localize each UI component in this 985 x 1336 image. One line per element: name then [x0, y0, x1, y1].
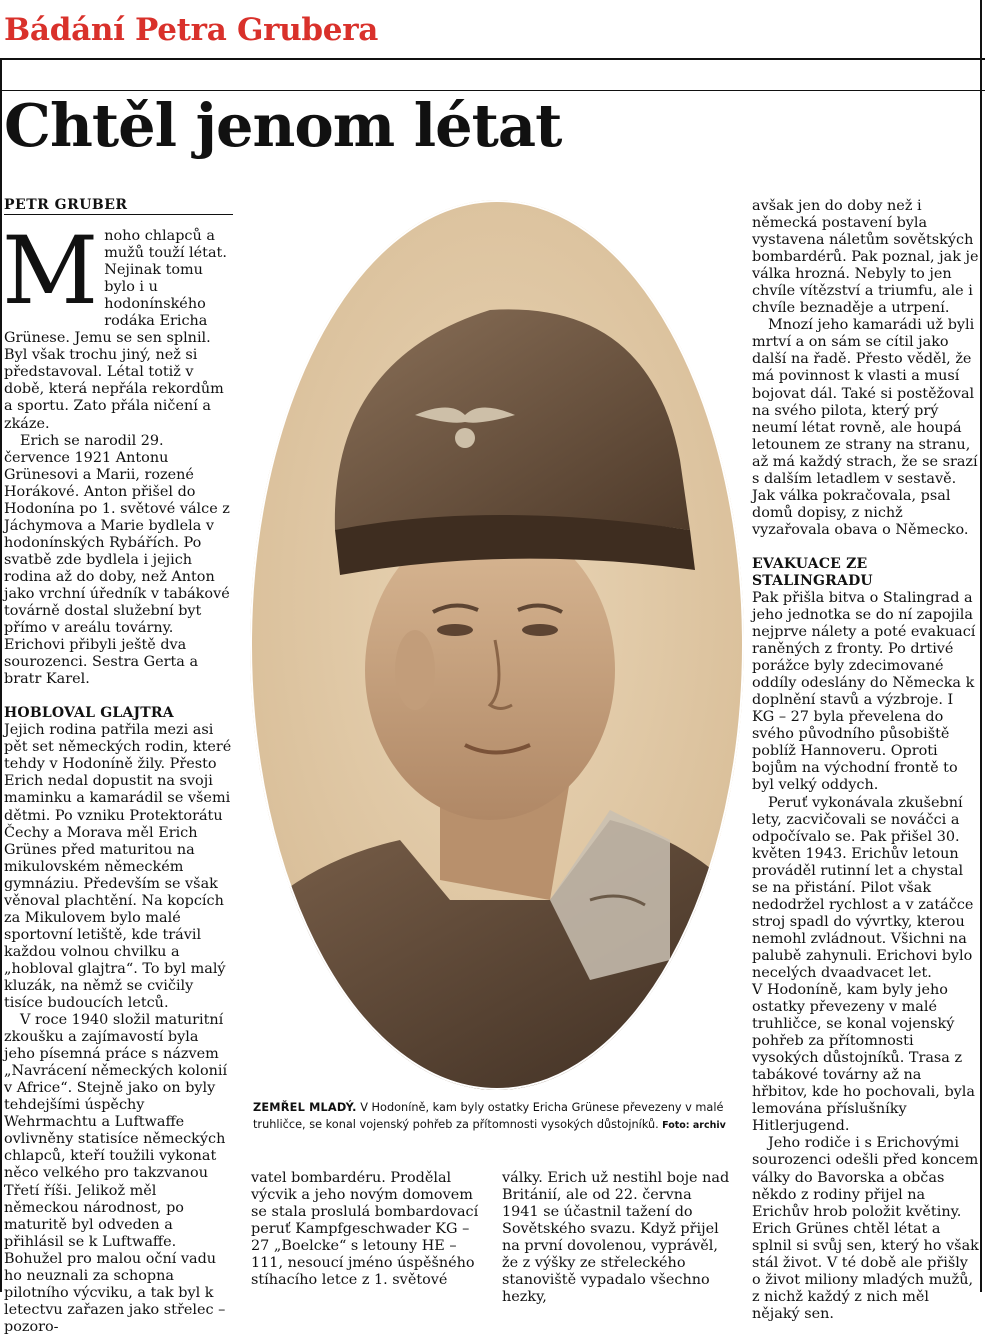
paragraph: Mnozí jeho kamarádi už byli mrtví a on sám se cítil jako další na řadě. Přesto věděl, že má povinnost k vlasti a musí bojovat dál. Také si postěžoval na svého pilota, který prý neumí létat rovně, ale houpá letounem ze strany na stranu, až má každý strach, že se srazí s dalším letadlem v sestavě. Jak válka pokračovala, psal domů dopisy, z nichž vyzařovala obava o Německo. — [752, 317, 978, 538]
article-column-4 — [752, 198, 980, 1323]
section-rubric: Bádání Petra Grubera — [4, 12, 379, 48]
author-byline: PETR GRUBER — [4, 197, 233, 215]
article-column-1 — [2, 217, 232, 1336]
paragraph: Erich se narodil 29. července 1921 Antonu Grünesovi a Marii, rozené Horákové. Anton přišel do Hodonína po 1. světové válce z Jáchymova a Marie bydlela v hodonínských Rybářích. Po svatbě zde bydlela i jejich rodina až do doby, než Anton jako vrchní úředník v tabákové továrně dostal služební byt přímo v areálu továrny. Erichovi přibyli ještě dva sourozenci. Sestra Gerta a bratr Karel. — [4, 432, 230, 688]
paragraph: vatel bombardéru. Prodělal výcvik a jeho novým domovem se stala proslulá bombardovací peruť Kampfgeschwader KG – 27 „Boelcke“ s letouny HE – 111, nesoucí jméno úspěšného stíhacího letce z 1. světové — [251, 1170, 479, 1289]
paragraph: Pak přišla bitva o Stalingrad a jeho jednotka se do ní zapojila nejprve nálety a poté evakuací raněných z fronty. Po drtivé porážce byly zdecimované oddíly odeslány do Německa k doplnění stavů a výzbroje. I KG – 27 byla převelena do svého původního působiště poblíž Hannoveru. Oproti bojům na východní frontě to byl velký oddych. — [752, 589, 976, 794]
article-headline: Chtěl jenom létat — [4, 91, 562, 160]
paragraph: Jeho rodiče i s Erichovými sourozenci odešli před koncem války do Bavorska a občas někdo z rodiny přijel na Erichův hrob položit květiny. Erich Grünes chtěl létat a splnil si svůj sen, který ho však stál život. V té době ale přišly o život miliony mladých mužů, z nichž každý z nich měl nějaký sen. — [752, 1135, 979, 1322]
paragraph: avšak jen do doby než i německá postavení byla vystavena náletům sovětských bombardérů. Pak poznal, jak je válka hrozná. Nebyly to jen chvíle vítězství a triumfu, ale i chvíle beznaděje a utrpení. — [752, 198, 979, 317]
paragraph: války. Erich už nestihl boje nad Británií, ale od 22. června 1941 se účastnil tažení do Sovětského svazu. Když přijel na první dovolenou, vyprávěl, že z výšky ze střeleckého stanoviště vypadalo všechno hezky, — [502, 1170, 730, 1306]
paragraph: V roce 1940 složil maturitní zkoušku a zajímavostí byla jeho písemná práce s názvem „Navrácení německých kolonií v Africe“. Stejně jako on byly tehdejšími úspěchy Wehrmachtu a Luftwaffe ovlivněny statisíce německých chlapců, kteří toužili vykonat něco velkého pro takzvanou Třetí říši. Jelikož měl německou národnost, po maturitě byl odveden a přihlásil se k Luftwaffe. Bohužel pro malou oční vadu ho neuznali za schopna pilotního výcviku, a tak byl k letectvu zařazen jako střelec – pozoro- — [4, 1012, 228, 1335]
photo-credit: Foto: archiv — [658, 1119, 726, 1131]
lead-text: noho chlapců a mužů touží létat. Nejinak tomu bylo i u hodonínského rodáka Ericha Grünese. Jemu se sen splnil. Byl však trochu jiný, než si představoval. Létal totiž v době, která nepřála rekordům a sportu. Zato přála ničení a zkáze. — [4, 228, 227, 432]
paragraph: Jejich rodina patřila mezi asi pět set německých rodin, které tehdy v Hodoníně žily. Přesto Erich nedal dopustit na svoji maminku a kamarádil se všemi dětmi. Po vzniku Protektorátu Čechy a Morava měl Erich Grünes před maturitou na mikulovském německém gymnáziu. Především se však věnoval plachtění. Na kopcích za Mikulovem bylo malé sportovní letiště, kde trávil každou volnou chvilku a „hobloval glajtra“. To byl malý kluzák, na němž se cvičily tisíce budoucích letců. — [4, 722, 232, 1012]
article-column-3 — [502, 1170, 730, 1306]
soldier-portrait-image — [250, 200, 745, 1090]
caption-text: V Hodoníně, kam byly ostatky Ericha Grünese převezeny v malé truhličce, se konal vojenský pohřeb za přítomnosti vysokých důstojníků. — [253, 1101, 724, 1131]
frame-right-border — [980, 0, 982, 1292]
subheading-evakuace: EVAKUACE ZE STALINGRADU — [752, 555, 873, 589]
subheading-hobloval: HOBLOVAL GLAJTRA — [4, 705, 174, 722]
drop-cap: M — [2, 217, 99, 326]
paragraph: Peruť vykonávala zkušební lety, zacvičovali se nováčci a odpočívalo se. Pak přišel 30. květen 1943. Erichův letoun prováděl rutinní let a chystal se na přistání. Pilot však nedodržel rychlost a v zatáčce stroj spadl do vývrtky, kterou nemohl zvládnout. Všichni na palubě zahynuli. Erichovi bylo necelých dvaadvacet let. — [752, 794, 974, 981]
frame-top-rule — [0, 58, 985, 60]
article-column-2 — [251, 1170, 483, 1289]
portrait-photo — [250, 200, 745, 1090]
paragraph: V Hodoníně, kam byly jeho ostatky převezeny v malé truhličce, se konal vojenský pohřeb za přítomnosti vysokých důstojníků. Trasa z tabákové továrny až na hřbitov, kde ho pochovali, byla lemována příslušníky Hitlerjugend. — [752, 982, 975, 1135]
photo-caption — [253, 1100, 733, 1134]
lead-paragraph — [2, 217, 232, 433]
caption-lead: ZEMŘEL MLADÝ. — [253, 1101, 357, 1114]
